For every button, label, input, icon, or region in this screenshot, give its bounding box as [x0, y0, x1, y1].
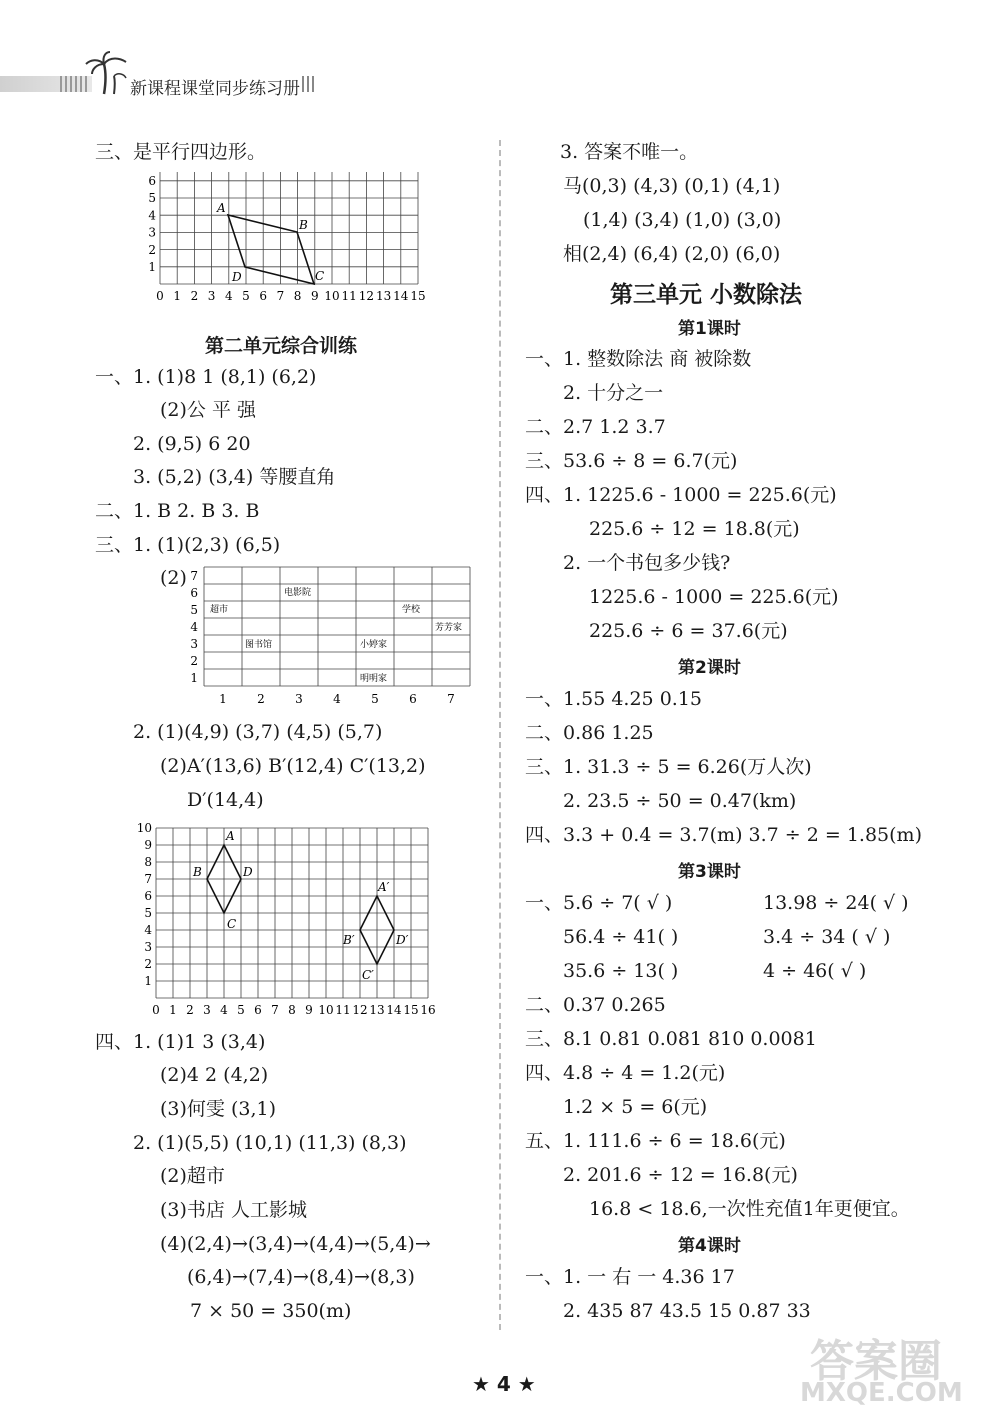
answer-line: 二、0.37 0.265	[525, 994, 666, 1016]
answer-line: 16.8 < 18.6,一次性充值1年更便宜。	[589, 1198, 910, 1220]
x-tick-label: 5	[242, 289, 250, 303]
x-tick-label: 11	[335, 1003, 351, 1017]
y-tick-label: 4	[148, 208, 156, 223]
answer-line: (1,4) (3,4) (1,0) (3,0)	[583, 209, 782, 231]
y-tick-label: 5	[190, 603, 198, 617]
answer-line: 7 × 50 = 350(m)	[190, 1300, 352, 1322]
answer-line: 225.6 ÷ 6 = 37.6(元)	[589, 620, 788, 642]
answer-line: 五、1. 111.6 ÷ 6 = 18.6(元)	[525, 1130, 786, 1152]
y-tick-label: 1	[148, 260, 156, 274]
answer-line: 四、4.8 ÷ 4 = 1.2(元)	[525, 1062, 726, 1084]
y-tick-label: 6	[190, 586, 198, 600]
x-tick-label: 3	[203, 1003, 211, 1017]
x-tick-label: 4	[333, 692, 341, 706]
x-tick-label: 13	[375, 289, 392, 303]
answer-line: 一、1. (1)8 1 (8,1) (6,2)	[95, 366, 317, 388]
x-tick-label: 10	[324, 289, 340, 303]
x-tick-label: 4	[220, 1003, 228, 1017]
y-tick-label: 10	[136, 822, 152, 836]
point-label-c-prime: C′	[362, 968, 374, 982]
answer-line: 56.4 ÷ 41( )	[563, 926, 679, 948]
x-tick-label: 7	[271, 1003, 279, 1017]
y-tick-label: 8	[144, 855, 152, 870]
answer-line: 二、1. B 2. B 3. B	[95, 500, 260, 522]
answer-line: 二、0.86 1.25	[525, 722, 654, 744]
y-tick-label: 3	[144, 940, 152, 955]
point-label-b: B	[299, 218, 308, 232]
x-tick-label: 11	[341, 289, 357, 303]
y-tick-label: 4	[144, 923, 152, 938]
answer-line: 35.6 ÷ 13( )	[563, 960, 679, 982]
x-tick-label: 3	[207, 289, 216, 303]
x-tick-label: 2	[190, 289, 199, 303]
x-tick-label: 8	[288, 1003, 296, 1017]
answer-line: (2)A′(13,6) B′(12,4) C′(13,2)	[160, 755, 426, 777]
grid-lines	[204, 567, 470, 686]
answer-line: 一、1.55 4.25 0.15	[525, 688, 702, 710]
point-label-b-prime: B′	[343, 933, 355, 947]
x-tick-label: 15	[410, 289, 426, 303]
place-xiaoting: 小婷家	[360, 640, 388, 650]
answer-line: 三、8.1 0.81 0.081 810 0.0081	[525, 1028, 817, 1050]
answer-line: 1.2 × 5 = 6(元)	[563, 1096, 708, 1118]
x-tick-label: 14	[393, 289, 409, 303]
y-ticks	[137, 822, 153, 988]
x-tick-label: 1	[219, 692, 227, 706]
x-tick-label: 15	[403, 1003, 419, 1017]
answer-line: 三、53.6 ÷ 8 = 6.7(元)	[525, 450, 738, 472]
y-tick-label: 9	[144, 838, 152, 853]
x-tick-label: 7	[276, 289, 285, 303]
x-tick-label: 6	[259, 289, 268, 303]
place-mingming: 明明家	[360, 674, 388, 684]
x-tick-label: 13	[369, 1003, 385, 1017]
x-tick-label: 0	[152, 1003, 160, 1017]
answer-line: 2. 十分之一	[563, 382, 664, 404]
place-supermarket: 超市	[210, 605, 229, 615]
answer-line: 2. 201.6 ÷ 12 = 16.8(元)	[563, 1164, 798, 1186]
answer-line: 3. (5,2) (3,4) 等腰直角	[133, 466, 336, 488]
answer-line: (4)(2,4)→(3,4)→(4,4)→(5,4)→	[160, 1233, 431, 1255]
answer-line: 2. 23.5 ÷ 50 = 0.47(km)	[563, 790, 797, 812]
column-divider	[499, 140, 501, 1330]
x-tick-label: 10	[318, 1003, 334, 1017]
answer-line: 四、1. (1)1 3 (3,4)	[95, 1031, 266, 1053]
point-label-c: C	[315, 269, 325, 283]
place-library: 图书馆	[245, 640, 273, 650]
y-tick-label: 3	[148, 225, 156, 240]
y-tick-label: 5	[148, 191, 156, 206]
answer-line: (3)书店 人工影城	[160, 1199, 307, 1221]
answer-line: 2. 一个书包多少钱?	[563, 552, 731, 574]
palm-tree-icon	[84, 50, 130, 96]
lesson-heading: 第4课时	[678, 1236, 741, 1256]
answer-line: 2. (1)(4,9) (3,7) (4,5) (5,7)	[133, 721, 383, 743]
x-tick-label: 2	[257, 692, 265, 706]
x-tick-label: 6	[409, 692, 417, 706]
answer-line: 13.98 ÷ 24( √ )	[763, 892, 909, 914]
x-ticks	[219, 692, 455, 706]
answer-line: 一、1. 一 右 一 4.36 17	[525, 1266, 735, 1288]
map-grid	[180, 564, 480, 709]
answer-line: (2)	[160, 567, 187, 589]
answer-line: 马(0,3) (4,3) (0,1) (4,1)	[563, 175, 781, 197]
y-tick-label: 1	[190, 671, 198, 685]
answer-line: 一、1. 整数除法 商 被除数	[525, 348, 752, 370]
page-number: ★ 4 ★	[472, 1372, 536, 1396]
grid-lines	[156, 828, 428, 998]
x-tick-label: 8	[293, 289, 302, 303]
answer-line: 一、5.6 ÷ 7( √ )	[525, 892, 673, 914]
answer-line: 四、1. 1225.6 - 1000 = 225.6(元)	[525, 484, 837, 506]
point-label-a: A	[217, 201, 226, 215]
section-heading: 第二单元综合训练	[205, 335, 358, 357]
answer-line: 1225.6 - 1000 = 225.6(元)	[589, 586, 839, 608]
x-tick-label: 16	[420, 1003, 436, 1017]
x-tick-label: 12	[358, 289, 375, 303]
answer-line: (3)何雯 (3,1)	[160, 1098, 276, 1120]
answer-line: 二、2.7 1.2 3.7	[525, 416, 666, 438]
point-label-a-prime: A′	[378, 880, 390, 894]
y-tick-label: 4	[190, 620, 198, 634]
answer-line: (6,4)→(7,4)→(8,4)→(8,3)	[187, 1266, 415, 1288]
y-ticks	[190, 569, 198, 685]
x-tick-label: 4	[224, 289, 233, 303]
x-tick-label: 9	[310, 289, 319, 303]
y-tick-label: 6	[148, 174, 156, 188]
y-tick-label: 2	[190, 654, 198, 668]
y-tick-label: 7	[144, 872, 152, 887]
x-tick-label: 7	[447, 692, 455, 706]
x-tick-label: 5	[371, 692, 379, 706]
grid-figure-2	[130, 822, 450, 1022]
unit-heading: 第三单元 小数除法	[610, 282, 803, 308]
answer-line: 3.4 ÷ 34 ( √ )	[763, 926, 891, 948]
point-label-b: B	[193, 865, 202, 879]
x-tick-label: 12	[352, 1003, 368, 1017]
x-ticks	[156, 289, 425, 303]
lesson-heading: 第2课时	[678, 658, 741, 678]
answer-line: 2. (9,5) 6 20	[133, 433, 251, 455]
answer-line: 225.6 ÷ 12 = 18.8(元)	[589, 518, 800, 540]
answer-line: 三、1. 31.3 ÷ 5 = 6.26(万人次)	[525, 756, 812, 778]
x-tick-label: 5	[237, 1003, 245, 1017]
grid-lines	[160, 172, 418, 284]
x-tick-label: 9	[305, 1003, 313, 1017]
point-label-a: A	[226, 829, 235, 843]
answer-line: 4 ÷ 46( √ )	[763, 960, 867, 982]
y-tick-label: 6	[144, 889, 152, 904]
y-tick-label: 2	[148, 242, 156, 257]
answer-line: (2)公 平 强	[160, 399, 256, 421]
header-bars	[302, 76, 316, 92]
x-tick-label: 1	[173, 289, 182, 303]
point-label-d: D	[232, 270, 242, 284]
x-tick-label: 6	[254, 1003, 262, 1017]
point-label-c: C	[227, 917, 237, 931]
y-tick-label: 2	[144, 957, 152, 972]
watermark-logo: 答案圈	[810, 1336, 942, 1387]
point-label-d: D	[243, 865, 253, 879]
watermark-url: MXQE.COM	[800, 1378, 963, 1408]
y-tick-label: 3	[190, 637, 198, 651]
x-tick-label: 14	[386, 1003, 402, 1017]
answer-line: (2)超市	[160, 1165, 225, 1187]
x-tick-label: 0	[156, 289, 164, 303]
x-tick-label: 2	[186, 1003, 194, 1017]
header-title: 新课程课堂同步练习册	[130, 79, 300, 99]
x-tick-label: 1	[169, 1003, 177, 1017]
answer-line: 三、是平行四边形。	[95, 141, 267, 163]
answer-line: D′(14,4)	[187, 789, 264, 811]
y-tick-label: 1	[144, 974, 152, 989]
answer-line: (2)4 2 (4,2)	[160, 1064, 269, 1086]
lesson-heading: 第1课时	[678, 319, 741, 339]
lesson-heading: 第3课时	[678, 862, 741, 882]
answer-line: 三、1. (1)(2,3) (6,5)	[95, 534, 281, 556]
answer-line: 四、3.3 + 0.4 = 3.7(m) 3.7 ÷ 2 = 1.85(m)	[525, 824, 922, 846]
answer-line: 3. 答案不唯一。	[560, 141, 699, 163]
answer-line: 2. 435 87 43.5 15 0.87 33	[563, 1300, 811, 1322]
place-fangfang: 芳芳家	[435, 623, 463, 633]
y-ticks	[148, 172, 156, 274]
place-school: 学校	[402, 605, 421, 615]
point-label-d-prime: D′	[396, 933, 409, 947]
answer-line: 相(2,4) (6,4) (2,0) (6,0)	[563, 243, 781, 265]
grid-figure-1	[140, 172, 440, 322]
y-tick-label: 7	[190, 569, 198, 583]
answer-line: 2. (1)(5,5) (10,1) (11,3) (8,3)	[133, 1132, 407, 1154]
x-tick-label: 3	[295, 692, 303, 706]
place-cinema: 电影院	[284, 588, 312, 598]
x-ticks	[152, 1003, 435, 1017]
y-tick-label: 5	[144, 906, 152, 921]
